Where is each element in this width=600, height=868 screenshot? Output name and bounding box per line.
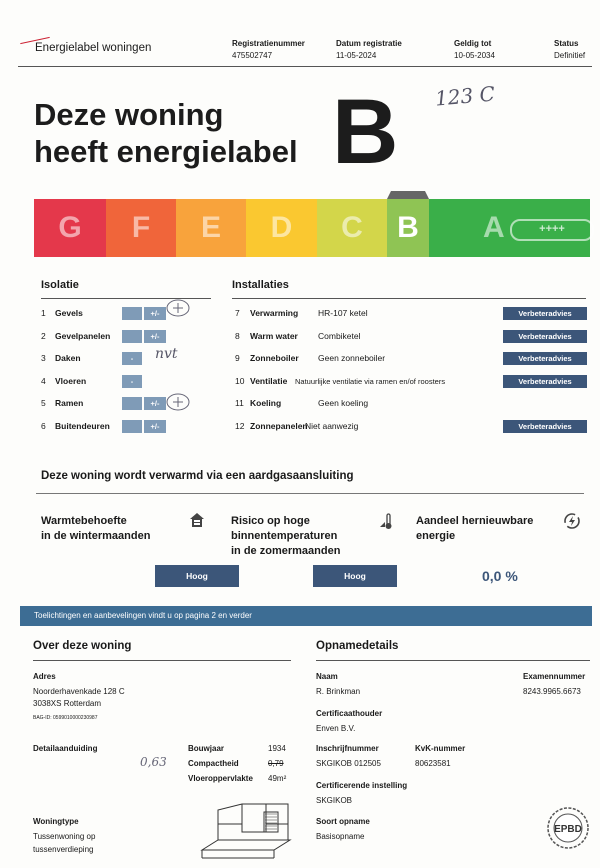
energy-scale (34, 199, 590, 257)
registration-number: Registratienummer 475502747 (232, 39, 305, 60)
verbeteradvies-verwarming-button[interactable]: Verbeteradvies (503, 307, 587, 320)
epbd-logo (546, 806, 590, 850)
soort-opname-label: Soort opname (316, 817, 370, 826)
rating-ramen: +/- (122, 397, 166, 410)
over-heading: Over deze woning (33, 640, 132, 652)
over-divider (33, 660, 291, 661)
scale-segment-g: G (34, 199, 106, 257)
adres-label: Adres (33, 672, 56, 681)
isolatie-row-gevels: 1 Gevels (41, 308, 83, 318)
bag-id: BAG-ID: 0599010000230987 (33, 715, 98, 721)
valid-until: Geldig tot 10-05-2034 (454, 39, 495, 60)
handwritten-plus-circle-icon (164, 297, 192, 319)
verbeteradvies-warm-water-button[interactable]: Verbeteradvies (503, 330, 587, 343)
handwritten-nvt: nvt (155, 346, 178, 362)
installatie-row-koeling: 11 Koeling Geen koeling (235, 398, 369, 408)
isolatie-list (41, 305, 221, 434)
bouwjaar-value: 1934 (268, 744, 286, 753)
risico-heading: Risico op hoge binnentemperaturen in de zomermaanden (231, 515, 341, 557)
document-title: Energielabel woningen (35, 42, 152, 54)
building-diagram-icon (198, 800, 294, 860)
warmte-value-badge: Hoog (155, 565, 239, 587)
scale-segment-c: C (317, 199, 387, 257)
adres-line2: 3038XS Rotterdam (33, 699, 102, 708)
vloeroppervlakte-value: 49m² (268, 774, 287, 783)
house-icon (189, 512, 205, 528)
installatie-row-verwarming: 7 Verwarming HR-107 ketel (235, 308, 368, 318)
isolatie-heading: Isolatie (41, 279, 79, 291)
woningtype-label: Woningtype (33, 817, 79, 826)
energy-label-letter: B (332, 81, 399, 183)
detailaanduiding-label: Detailaanduiding (33, 744, 98, 753)
verbeteradvies-ventilatie-button[interactable]: Verbeteradvies (503, 375, 587, 388)
compactheid-handnote: 0,63 (140, 755, 167, 769)
scale-a-pluses: ++++ (510, 219, 594, 241)
examennummer-value: 8243.9965.6673 (523, 687, 581, 696)
rating-daken: - (122, 352, 142, 365)
naam-label: Naam (316, 672, 338, 681)
selected-arrow-icon (387, 191, 429, 199)
compactheid-label: Compactheid (188, 759, 239, 768)
installaties-heading: Installaties (232, 279, 289, 291)
opname-heading: Opnamedetails (316, 640, 399, 652)
isolatie-row-buitendeuren: 6 Buitendeuren (41, 420, 110, 431)
adres-line1: Noorderhavenkade 128 C (33, 687, 125, 696)
scale-segment-f: F (106, 199, 176, 257)
handwritten-plus-circle-icon-2 (164, 391, 192, 413)
header-divider (18, 66, 592, 67)
inschrijfnummer-label: Inschrijfnummer (316, 744, 379, 753)
isolatie-row-daken: 3 Daken (41, 353, 81, 363)
certificaathouder-value: Enven B.V. (316, 724, 356, 733)
opname-divider (316, 660, 590, 661)
scale-segment-b: B (387, 199, 429, 257)
status: Status Definitief (554, 39, 586, 60)
soort-opname-value: Basisopname (316, 832, 365, 841)
risico-value-badge: Hoog (313, 565, 397, 587)
vloeroppervlakte-label: Vloeroppervlakte (188, 774, 253, 783)
examennummer-label: Examennummer (523, 672, 586, 681)
warmte-heading: Warmtebehoefte in de wintermaanden (41, 515, 151, 542)
installatie-row-zonneboiler: 9 Zonneboiler Geen zonneboiler (235, 353, 386, 363)
kvk-value: 80623581 (415, 759, 451, 768)
aandeel-heading: Aandeel hernieuwbare energie (416, 515, 534, 542)
installaties-divider (232, 298, 586, 299)
handwritten-note: 123 C (434, 81, 496, 111)
scale-segment-e: E (176, 199, 246, 257)
aandeel-value: 0,0 % (482, 568, 518, 584)
rating-gevelpanelen: +/- (122, 330, 166, 343)
installatie-row-zonnepanelen: 12 ZonnepanelenNiet aanwezig (235, 420, 359, 431)
installatie-row-warm-water: 8 Warm water Combiketel (235, 330, 361, 341)
woningtype-line2: tussenverdieping (33, 845, 94, 854)
isolatie-row-ramen: 5 Ramen (41, 398, 84, 408)
certificerende-instelling-label: Certificerende instelling (316, 781, 408, 790)
naam-value: R. Brinkman (316, 687, 361, 696)
isolatie-row-gevelpanelen: 2 Gevelpanelen (41, 330, 111, 341)
verbeteradvies-zonneboiler-button[interactable]: Verbeteradvies (503, 352, 587, 365)
heating-statement: Deze woning wordt verwarmd via een aardgasaansluiting (41, 470, 354, 482)
bouwjaar-label: Bouwjaar (188, 744, 225, 753)
certificerende-instelling-value: SKGIKOB (316, 796, 353, 805)
renewable-energy-icon (563, 512, 581, 530)
scale-segment-d: D (246, 199, 317, 257)
verbeteradvies-zonnepanelen-button[interactable]: Verbeteradvies (503, 420, 587, 433)
rating-buitendeuren: +/- (122, 420, 166, 433)
page-title: Deze woning heeft energielabel (34, 97, 298, 169)
rating-vloeren: - (122, 375, 142, 388)
registration-date: Datum registratie 11-05-2024 (336, 39, 402, 60)
thermometer-icon (378, 512, 394, 530)
installatie-row-ventilatie: 10 Ventilatie Natuurlijke ventilatie via ramen en/of roosters (235, 375, 446, 386)
woningtype-line1: Tussenwoning op (33, 832, 96, 841)
svg-text:EPBD: EPBD (554, 824, 582, 835)
compactheid-value: 0,79 (268, 759, 284, 768)
certificaathouder-label: Certificaathouder (316, 709, 383, 718)
statement-divider (36, 493, 584, 494)
installaties-list (235, 305, 595, 434)
rating-gevels: +/- (122, 307, 166, 320)
inschrijfnummer-value: SKGIKOB 012505 (316, 759, 381, 768)
info-banner: Toelichtingen en aanbevelingen vindt u op pagina 2 en verder (20, 606, 592, 626)
scale-segment-a: A (429, 199, 590, 257)
isolatie-row-vloeren: 4 Vloeren (41, 375, 87, 386)
kvk-label: KvK-nummer (415, 744, 466, 753)
